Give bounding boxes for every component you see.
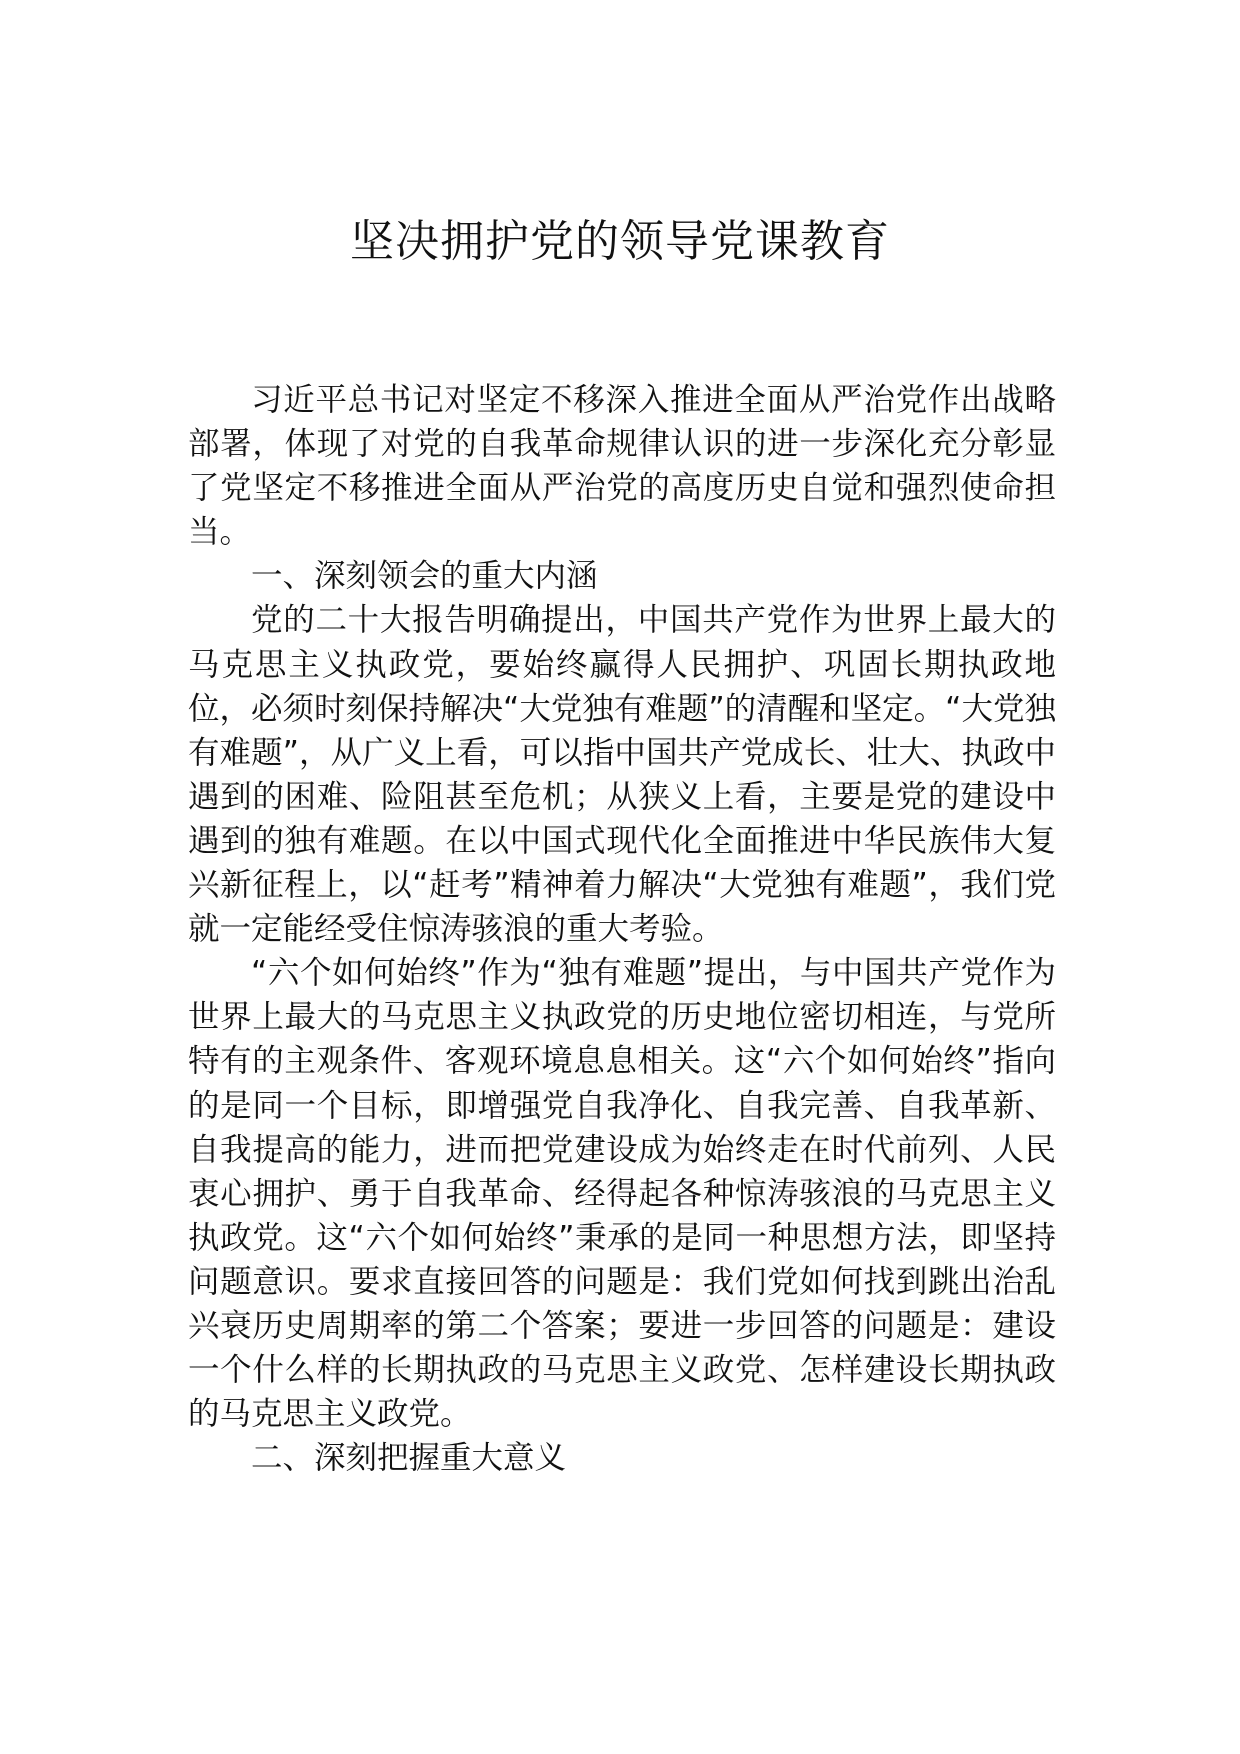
section-heading-2: 二、深刻把握重大意义 (251, 1440, 567, 1477)
section-heading-1: 一、深刻领会的重大内涵 (251, 558, 598, 595)
document-title: 坚决拥护党的领导党课教育 (350, 216, 890, 267)
intro-paragraph: 习近平总书记对坚定不移深入推进全面从严治党作出战略部署，体现了对党的自我革命规律认识的进一步深化充分彰显了党坚定不移推进全面从严治党的高度历史自觉和强烈使命担当。 (188, 382, 1056, 551)
body-paragraph: 党的二十大报告明确提出，中国共产党作为世界上最大的马克思主义执政党，要始终赢得人民拥护、巩固长期执政地位，必须时刻保持解决“大党独有难题”的清醒和坚定。“大党独有难题”，从广义上看，可以指中国共产党成长、壮大、执政中遇到的困难、险阻甚至危机；从狭义上看，主要是党的建设中遇到的独有难题。在以中国式现代化全面推进中华民族伟大复兴新征程上，以“赶考”精神着力解决“大党独有难题”，我们党就一定能经受住惊涛骇浪的重大考验。 (188, 602, 1056, 948)
document-body (188, 378, 1056, 1480)
body-paragraph: “六个如何始终”作为“独有难题”提出，与中国共产党作为世界上最大的马克思主义执政党的历史地位密切相连，与党所特有的主观条件、客观环境息息相关。这“六个如何始终”指向的是同一个目标，即增强党自我净化、自我完善、自我革新、自我提高的能力，进而把党建设成为始终走在时代前列、人民衷心拥护、勇于自我革命、经得起各种惊涛骇浪的马克思主义执政党。这“六个如何始终”秉承的是同一种思想方法，即坚持问题意识。要求直接回答的问题是：我们党如何找到跳出治乱兴衰历史周期率的第二个答案；要进一步回答的问题是：建设一个什么样的长期执政的马克思主义政党、怎样建设长期执政的马克思主义政党。 (188, 955, 1056, 1433)
